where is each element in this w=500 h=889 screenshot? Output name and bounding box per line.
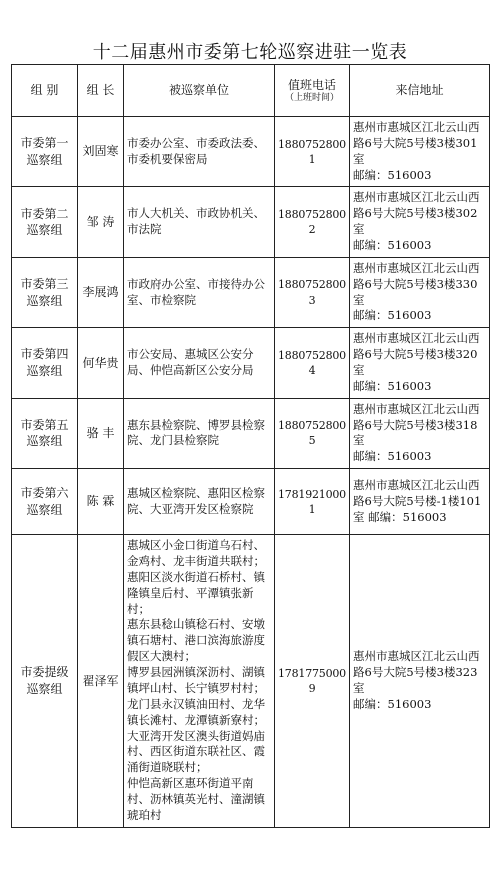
- group-cell: 市委第六巡察组: [12, 469, 78, 535]
- header-address: 来信地址: [350, 65, 490, 117]
- header-leader: 组 长: [78, 65, 124, 117]
- address-cell: [350, 257, 490, 327]
- phone-cell: 17817750009: [275, 535, 350, 827]
- address-cell: [350, 535, 490, 827]
- leader-cell: 邹 涛: [78, 187, 124, 257]
- table-row: [12, 117, 490, 187]
- group-cell: 市委第二巡察组: [12, 187, 78, 257]
- address-line: 惠州市惠城区江北云山西路6号大院5号楼3楼301室: [353, 120, 480, 166]
- table-row: [12, 469, 490, 535]
- phone-cell: 18807528003: [275, 257, 350, 327]
- unit-line: 市公安局、惠城区公安分局、仲恺高新区公安分局: [127, 347, 254, 378]
- unit-line: 仲恺高新区惠环街道平南村、沥林镇英光村、潼湖镇琥珀村: [127, 776, 265, 822]
- unit-line: 市政府办公室、市接待办公室、市检察院: [127, 276, 265, 307]
- units-cell: [124, 328, 275, 398]
- address-line: 邮编：516003: [353, 696, 432, 711]
- units-cell: [124, 187, 275, 257]
- unit-line: 惠东县检察院、博罗县检察院、龙门县检察院: [127, 417, 265, 448]
- address-line: 惠州市惠城区江北云山西路6号大院5号楼3楼330室: [353, 260, 480, 307]
- unit-line: 市人大机关、市政协机关、市法院: [127, 206, 265, 237]
- table-row: [12, 328, 490, 398]
- address-cell: [350, 117, 490, 187]
- address-cell: [350, 398, 490, 468]
- address-line: 惠州市惠城区江北云山西路6号大院5号楼3楼318室: [353, 401, 480, 448]
- group-cell: 市委提级巡察组: [12, 535, 78, 827]
- address-line: 惠州市惠城区江北云山西路6号大院5号楼-1楼101室 邮编：516003: [353, 477, 482, 524]
- unit-line: 龙门县永汉镇油田村、龙华镇长滩村、龙潭镇新寮村；: [127, 696, 265, 727]
- document-title: 十二届惠州市委第七轮巡察进驻一览表: [92, 42, 408, 63]
- unit-line: 市委办公室、市委政法委、市委机要保密局: [127, 135, 265, 166]
- unit-line: 惠城区检察院、惠阳区检察院、大亚湾开发区检察院: [127, 485, 265, 516]
- unit-line: 惠城区小金口街道乌石村、金鸡村、龙丰街道共联村；: [127, 538, 265, 569]
- table-row: [12, 257, 490, 327]
- table-row: [12, 187, 490, 257]
- inspection-table: [11, 64, 490, 828]
- address-cell: [350, 469, 490, 535]
- unit-line: 大亚湾开发区澳头街道妈庙村、西区街道东联社区、霞涌街道晓联村；: [127, 728, 265, 775]
- leader-cell: 李展鸿: [78, 257, 124, 327]
- group-cell: 市委第五巡察组: [12, 398, 78, 468]
- header-phone-label: 值班电话: [287, 78, 336, 93]
- header-units: 被巡察单位: [124, 65, 275, 117]
- leader-cell: 刘固寒: [78, 117, 124, 187]
- address-line: 邮编：516003: [353, 167, 432, 182]
- address-line: 邮编：516003: [353, 449, 432, 464]
- phone-cell: 17819210001: [275, 469, 350, 535]
- address-line: 邮编：516003: [353, 238, 432, 253]
- phone-cell: 18807528004: [275, 328, 350, 398]
- units-cell: [124, 257, 275, 327]
- unit-line: 惠东县稔山镇稔石村、安墩镇石塘村、港口滨海旅游度假区大澳村；: [127, 617, 265, 664]
- table-row: [12, 398, 490, 468]
- address-line: 邮编：516003: [353, 308, 432, 323]
- units-cell: [124, 117, 275, 187]
- phone-cell: 18807528005: [275, 398, 350, 468]
- units-cell: [124, 469, 275, 535]
- leader-cell: 陈 霖: [78, 469, 124, 535]
- phone-cell: 18807528001: [275, 117, 350, 187]
- leader-cell: 翟泽军: [78, 535, 124, 827]
- header-phone: [275, 65, 350, 117]
- unit-line: 惠阳区淡水街道石桥村、镇隆镇皇后村、平潭镇张新村；: [127, 569, 265, 616]
- table-row: [12, 535, 490, 827]
- address-line: 惠州市惠城区江北云山西路6号大院5号楼3楼320室: [353, 331, 480, 378]
- phone-cell: 18807528002: [275, 187, 350, 257]
- header-group: 组 别: [12, 65, 78, 117]
- address-cell: [350, 187, 490, 257]
- leader-cell: 骆 丰: [78, 398, 124, 468]
- address-cell: [350, 328, 490, 398]
- leader-cell: 何华贵: [78, 328, 124, 398]
- table-header-row: [12, 65, 490, 117]
- group-cell: 市委第一巡察组: [12, 117, 78, 187]
- header-phone-note: （上班时间）: [284, 92, 339, 103]
- address-line: 惠州市惠城区江北云山西路6号大院5号楼3楼302室: [353, 190, 480, 237]
- group-cell: 市委第三巡察组: [12, 257, 78, 327]
- group-cell: 市委第四巡察组: [12, 328, 78, 398]
- table-body: [12, 117, 490, 828]
- address-line: 惠州市惠城区江北云山西路6号大院5号楼3楼323室: [353, 649, 480, 695]
- unit-line: 博罗县园洲镇深沥村、湖镇镇坪山村、长宁镇罗村村；: [127, 665, 265, 695]
- address-line: 邮编：516003: [353, 378, 432, 393]
- units-cell: [124, 398, 275, 468]
- units-cell: [124, 535, 275, 827]
